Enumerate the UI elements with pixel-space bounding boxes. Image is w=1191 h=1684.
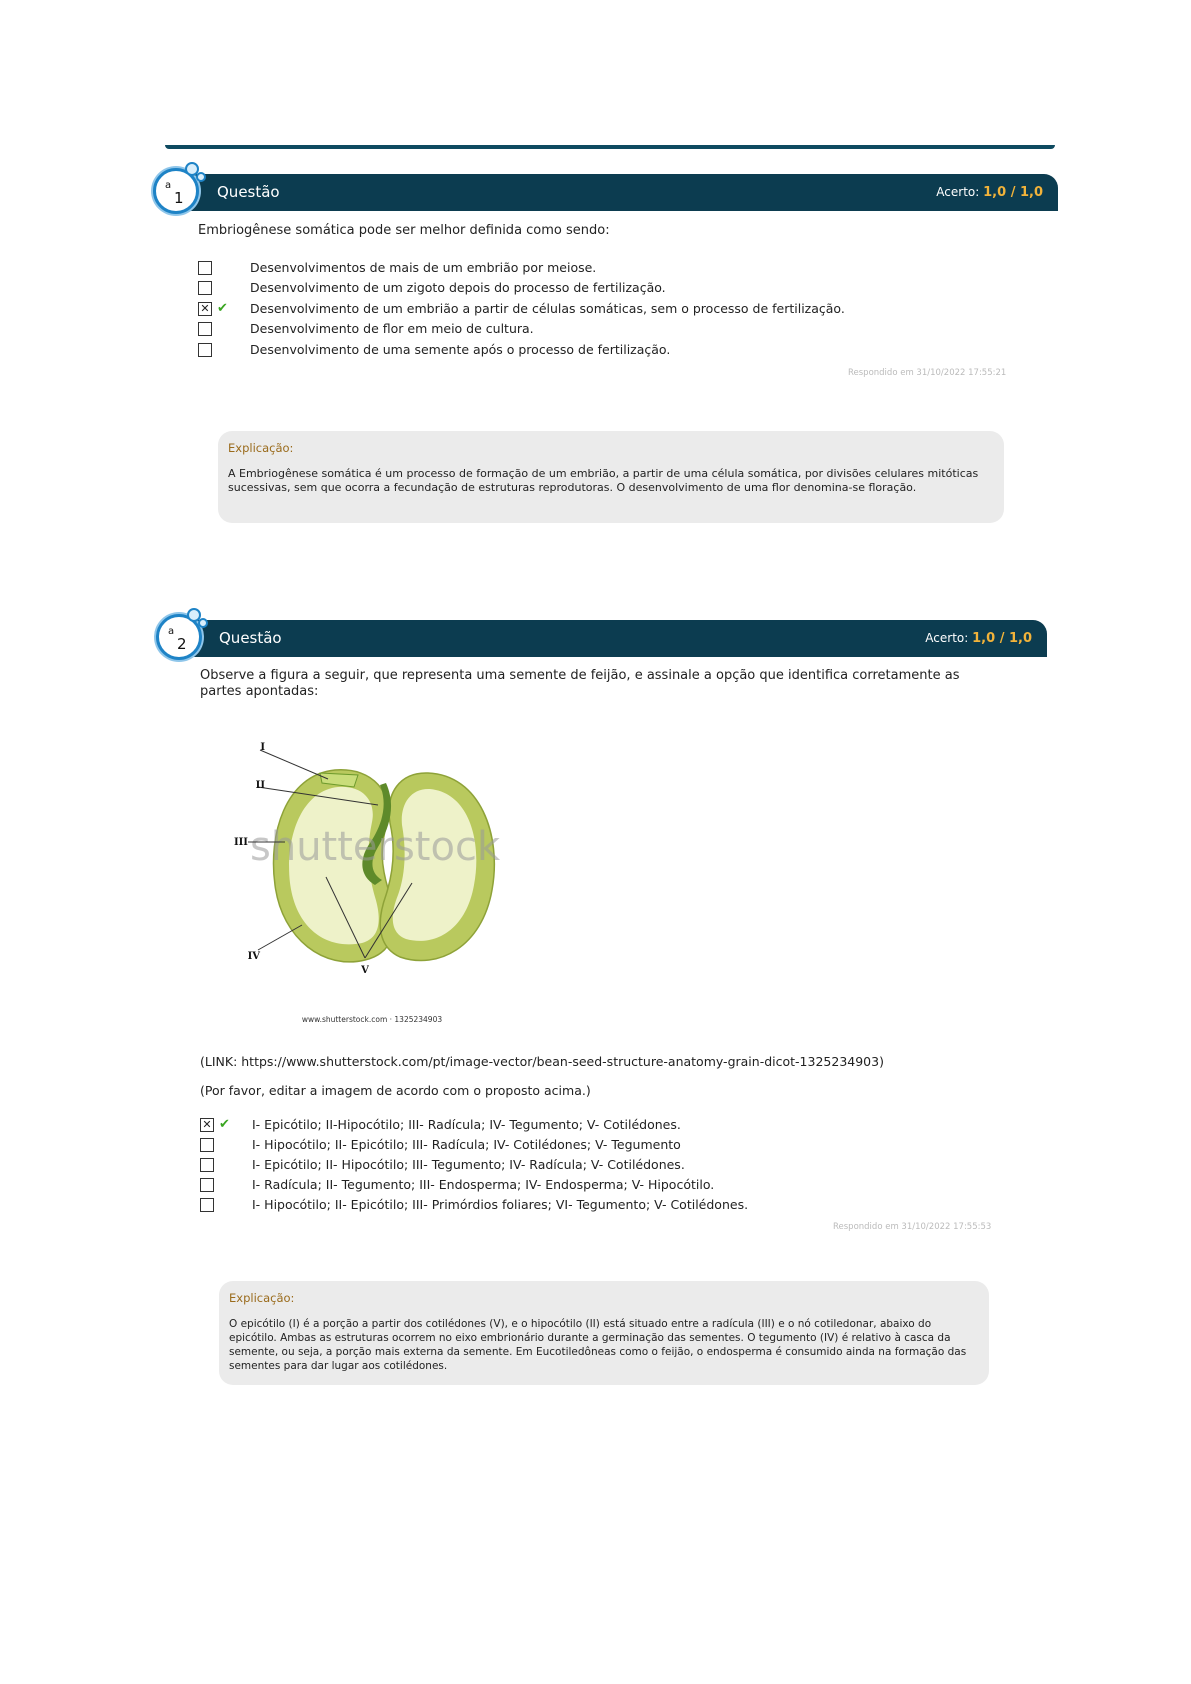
question-header <box>165 174 1058 211</box>
label-II: II <box>255 780 265 791</box>
image-link: (LINK: https://www.shutterstock.com/pt/image-vector/bean-seed-structure-anatomy-grain-dicot-1325234903) <box>200 1054 884 1069</box>
question-title: Questão <box>217 183 280 201</box>
question-header <box>167 620 1047 657</box>
answer-option[interactable] <box>200 1197 1020 1215</box>
option-checkbox[interactable] <box>198 322 212 336</box>
option-label: I- Hipocótilo; II- Epicótilo; III- Radícula; IV- Cotilédones; V- Tegumento <box>252 1137 681 1152</box>
badge-bubble-icon <box>196 172 206 182</box>
option-checkbox[interactable] <box>200 1178 214 1192</box>
answer-option[interactable] <box>200 1157 1020 1175</box>
option-checkbox-checked[interactable]: ✕ <box>200 1118 214 1132</box>
explanation-title: Explicação: <box>228 441 294 455</box>
answered-timestamp: Respondido em 31/10/2022 17:55:53 <box>833 1222 992 1232</box>
bean-seed-figure <box>230 725 530 1030</box>
edit-note: (Por favor, editar a imagem de acordo com o proposto acima.) <box>200 1083 591 1098</box>
option-checkbox[interactable] <box>198 281 212 295</box>
option-label: Desenvolvimento de um zigoto depois do processo de fertilização. <box>250 280 666 295</box>
answer-option[interactable] <box>198 280 1018 298</box>
explanation-box <box>219 1281 989 1385</box>
option-label: I- Radícula; II- Tegumento; III- Endosperma; IV- Endosperma; V- Hipocótilo. <box>252 1177 715 1192</box>
question-prompt: Embriogênese somática pode ser melhor definida como sendo: <box>198 223 610 238</box>
label-V: V <box>361 965 369 976</box>
option-checkbox[interactable] <box>200 1138 214 1152</box>
score: Acerto: 1,0 / 1,0 <box>936 185 1043 200</box>
option-checkbox[interactable] <box>200 1158 214 1172</box>
explanation-text: A Embriogênese somática é um processo de formação de um embrião, a partir de uma célula somática, por divisões celulares mitóticas sucessivas, sem que ocorra a fecundação de estruturas reprodutoras. O desenvolvimento de uma flor denomina-se floração. <box>228 467 979 494</box>
top-divider <box>165 145 1055 149</box>
option-label: Desenvolvimento de um embrião a partir de células somáticas, sem o processo de fertilização. <box>250 301 845 316</box>
answer-option[interactable] <box>198 301 1018 319</box>
label-III: III <box>233 837 248 848</box>
option-checkbox[interactable] <box>198 261 212 275</box>
label-IV: IV <box>247 951 260 962</box>
option-label: Desenvolvimentos de mais de um embrião por meiose. <box>250 260 597 275</box>
score: Acerto: 1,0 / 1,0 <box>925 631 1032 646</box>
badge-bubble-icon <box>198 618 208 628</box>
answered-timestamp: Respondido em 31/10/2022 17:55:21 <box>848 368 1007 378</box>
question-number-badge: 1 $^a$ <box>153 168 199 214</box>
answer-option[interactable] <box>200 1117 1020 1135</box>
bean-seed-illustration <box>230 725 530 1030</box>
explanation-box <box>218 431 1004 523</box>
explanation-text: O epicótilo (I) é a porção a partir dos cotilédones (V), e o hipocótilo (II) está situado entre a radícula (III) e o nó cotiledonar, abaixo do epicótilo. Ambas as estruturas ocorrem no eixo embrionário durante a germinação das sementes. O tegumento (IV) é relativo à casca da semente, ou seja, a porção mais externa da semente. Em Eucotiledôneas como o feijão, o endosperma é consumido ainda na formação das sementes para dar lugar aos cotilédones. <box>229 1318 967 1372</box>
explanation-title: Explicação: <box>229 1291 295 1305</box>
watermark-text: shutterstock <box>250 824 501 870</box>
option-checkbox[interactable] <box>200 1198 214 1212</box>
correct-check-icon: ✔ <box>217 301 228 316</box>
answer-option[interactable] <box>198 342 1018 360</box>
answer-option[interactable] <box>198 260 1018 278</box>
question-number-badge: 2 $^a$ <box>156 614 202 660</box>
question-title: Questão <box>219 629 282 647</box>
answer-option[interactable] <box>198 321 1018 339</box>
option-label: I- Hipocótilo; II- Epicótilo; III- Primórdios foliares; VI- Tegumento; V- Cotilédones. <box>252 1197 749 1212</box>
answer-option[interactable] <box>200 1137 1020 1155</box>
option-checkbox-checked[interactable]: ✕ <box>198 302 212 316</box>
option-label: I- Epicótilo; II- Hipocótilo; III- Tegumento; IV- Radícula; V- Cotilédones. <box>252 1157 685 1172</box>
question-prompt: Observe a figura a seguir, que representa uma semente de feijão, e assinale a opção que identifica corretamente as partes apontadas: <box>200 668 960 699</box>
label-I: I <box>260 742 265 753</box>
correct-check-icon: ✔ <box>219 1117 230 1132</box>
option-label: Desenvolvimento de flor em meio de cultura. <box>250 321 534 336</box>
option-label: I- Epicótilo; II-Hipocótilo; III- Radícula; IV- Tegumento; V- Cotilédones. <box>252 1117 681 1132</box>
answer-option[interactable] <box>200 1177 1020 1195</box>
figure-credit: www.shutterstock.com · 1325234903 <box>301 1015 443 1024</box>
option-label: Desenvolvimento de uma semente após o processo de fertilização. <box>250 342 671 357</box>
option-checkbox[interactable] <box>198 343 212 357</box>
